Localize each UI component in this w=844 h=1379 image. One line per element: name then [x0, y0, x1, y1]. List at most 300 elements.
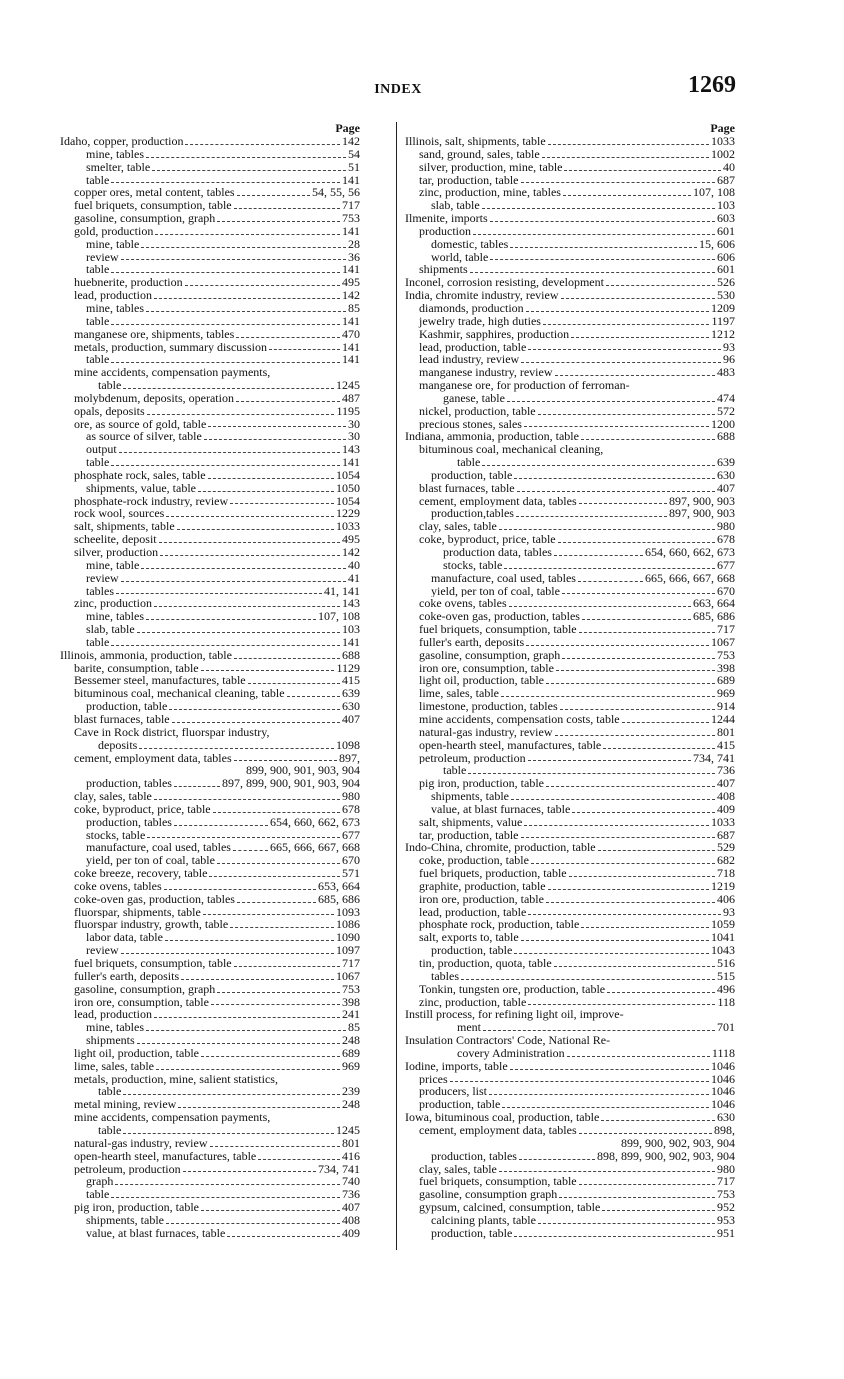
index-entry: [405, 1124, 735, 1137]
dot-leader: [185, 144, 340, 145]
dot-leader: [555, 735, 715, 736]
dot-leader: [169, 709, 340, 710]
dot-leader: [538, 414, 715, 415]
index-entry-term: coke, byproduct, price, table: [74, 802, 211, 816]
index-entry: [405, 289, 735, 302]
index-entry: [405, 777, 735, 790]
index-entry-pages: 601: [717, 224, 735, 238]
index-entry: [60, 559, 360, 572]
index-entry: [60, 700, 360, 713]
index-entry-pages: 665, 666, 667, 668: [270, 841, 360, 855]
page-column-heading: Page: [335, 121, 360, 135]
index-entry-pages: 474: [717, 391, 735, 405]
index-entry-term: production, table: [431, 468, 513, 482]
dot-leader: [111, 324, 340, 325]
index-entry-term: fuel briquets, consumption, table: [419, 623, 577, 636]
index-entry: [60, 533, 360, 546]
index-entry-pages: 470: [342, 327, 360, 341]
index-entry-pages: 740: [342, 1175, 360, 1189]
index-entry-pages: 141: [342, 353, 360, 367]
index-entry: [60, 251, 360, 264]
index-entry-pages: 54: [348, 147, 360, 161]
index-entry: [60, 353, 360, 366]
index-entry: [60, 623, 360, 636]
index-entry-term: cement, employment data, tables: [74, 751, 232, 765]
dot-leader: [556, 670, 715, 671]
index-entry-pages: 1244: [711, 712, 735, 726]
index-entry-pages: 1212: [711, 327, 735, 341]
index-entry: [405, 700, 735, 713]
index-entry: [405, 1021, 735, 1034]
dot-leader: [510, 1069, 709, 1070]
index-entry: [60, 469, 360, 482]
index-entry-pages: 1209: [711, 301, 735, 315]
index-entry-pages: 654, 660, 662, 673: [645, 546, 735, 559]
index-entry: [405, 1034, 735, 1047]
index-entry: [405, 1085, 735, 1098]
index-entry-term: gypsum, calcined, consumption, table: [419, 1201, 601, 1214]
index-entry: [60, 739, 360, 752]
dot-leader: [572, 812, 715, 813]
index-entry-term: as source of silver, table: [86, 430, 202, 444]
index-entry: [60, 931, 360, 944]
dot-leader: [147, 837, 340, 838]
index-entry-pages: 801: [717, 725, 735, 739]
index-entry-term: production,tables: [431, 507, 514, 521]
dot-leader: [579, 1133, 712, 1134]
index-entry: [60, 199, 360, 212]
dot-leader: [607, 992, 715, 993]
dot-leader: [234, 208, 340, 209]
dot-leader: [164, 889, 316, 890]
index-entry-term: world, table: [431, 250, 489, 264]
index-entry-term: output: [86, 443, 117, 457]
dot-leader: [111, 465, 340, 466]
index-entry-pages: 897, 900, 903: [669, 494, 735, 508]
index-entry: [405, 546, 735, 559]
dot-leader: [237, 902, 316, 903]
dot-leader: [234, 658, 340, 659]
index-entry-pages: 1098: [336, 738, 360, 752]
index-entry-pages: 515: [717, 969, 735, 983]
dot-leader: [499, 1171, 715, 1172]
index-entry-pages: 239: [342, 1085, 360, 1099]
index-entry-pages: 141: [342, 635, 360, 649]
index-entry: [60, 1021, 360, 1034]
index-entry-term: fuller's earth, deposits: [419, 635, 525, 649]
index-entry-term: phosphate rock, sales, table: [74, 468, 206, 482]
index-entry-term: fuel briquets, production, table: [419, 867, 567, 880]
dot-leader: [521, 182, 716, 183]
dot-leader: [524, 426, 709, 427]
dot-leader: [213, 812, 340, 813]
index-entry: [405, 212, 735, 225]
index-entry-pages: 407: [717, 481, 735, 495]
index-entry-pages: 1041: [711, 931, 735, 945]
index-entry-term: Tonkin, tungsten ore, production, table: [419, 982, 606, 996]
index-entry: [60, 572, 360, 585]
dot-leader: [201, 1056, 340, 1057]
index-entry: [60, 841, 360, 854]
index-entry: [60, 867, 360, 880]
index-entry-term: scheelite, deposit: [74, 533, 157, 546]
index-entry-term: metal mining, review: [74, 1098, 177, 1112]
index-entry-pages: 487: [342, 391, 360, 405]
index-entry-term: labor data, table: [86, 931, 163, 945]
index-entry: [405, 1188, 735, 1201]
index-entry-pages: 1054: [336, 468, 360, 482]
index-entry: [60, 585, 360, 598]
index-entry-pages: 687: [717, 828, 735, 842]
index-entry-pages: 407: [342, 1201, 360, 1214]
index-entry-pages: 718: [717, 867, 735, 880]
index-entry-pages: 407: [342, 712, 360, 726]
index-entry-pages: 677: [717, 558, 735, 572]
dot-leader: [154, 1017, 340, 1018]
index-entry: [60, 1098, 360, 1111]
index-entry-term: tar, production, table: [419, 173, 519, 187]
index-entry-term: producers, list: [419, 1085, 487, 1099]
index-entry-pages: 639: [717, 456, 735, 469]
index-entry: [405, 379, 735, 392]
index-entry: [60, 662, 360, 675]
index-entry: [405, 713, 735, 726]
index-entry-term: lime, sales, table: [74, 1059, 154, 1073]
dot-leader: [248, 683, 340, 684]
index-entry: [60, 1227, 360, 1240]
index-entry-term: cement, employment data, tables: [419, 1123, 577, 1137]
index-entry-term: stocks, table: [86, 828, 146, 842]
index-entry-term: bituminous coal, mechanical cleaning,: [419, 443, 604, 457]
index-entry-pages: 1046: [711, 1072, 735, 1086]
index-entry-pages: 1067: [336, 969, 360, 983]
index-entry-pages: 1002: [711, 147, 735, 161]
index-entry-term: graph: [86, 1175, 114, 1189]
index-entry-pages: 141: [342, 456, 360, 469]
index-entry: [60, 1124, 360, 1137]
index-entry-term: mine, tables: [86, 1021, 144, 1035]
dot-leader: [258, 1159, 340, 1160]
dot-leader: [217, 221, 340, 222]
dot-leader: [546, 786, 715, 787]
dot-leader: [526, 645, 709, 646]
dot-leader: [521, 837, 716, 838]
dot-leader: [204, 439, 346, 440]
index-entry-pages: 495: [342, 276, 360, 290]
index-entry-term: manganese ore, shipments, tables: [74, 327, 235, 341]
index-entry-pages: 495: [342, 533, 360, 546]
index-entry-term: stocks, table: [443, 558, 503, 572]
index-entry: [60, 1137, 360, 1150]
index-entry-term: fuller's earth, deposits: [74, 969, 180, 983]
dot-leader: [603, 748, 715, 749]
dot-leader: [156, 1069, 340, 1070]
dot-leader: [115, 1184, 340, 1185]
index-entry-term: table: [86, 1188, 110, 1202]
index-entry: [60, 636, 360, 649]
index-entry: [60, 520, 360, 533]
index-entry-term: manganese ore, for production of ferroman-: [419, 379, 630, 392]
index-entry: [405, 559, 735, 572]
dot-leader: [564, 170, 721, 171]
index-entry: [405, 238, 735, 251]
index-entry: [405, 1201, 735, 1214]
index-entry-pages: 93: [723, 905, 735, 919]
dot-leader: [554, 555, 643, 556]
dot-leader: [571, 337, 709, 338]
dot-leader: [563, 195, 691, 196]
index-entry-pages: 1059: [711, 918, 735, 932]
index-entry: [60, 443, 360, 456]
index-entry-term: yield, per ton of coal, table: [431, 584, 560, 598]
index-entry-pages: 41, 141: [324, 584, 360, 598]
index-entry: [405, 752, 735, 765]
index-entry-pages: 572: [717, 404, 735, 418]
index-entry-pages: 40: [348, 558, 360, 572]
index-entry: [60, 418, 360, 431]
index-entry-pages: 717: [342, 957, 360, 970]
index-entry-pages: 685, 686: [318, 892, 360, 906]
index-entry: [60, 1111, 360, 1124]
index-entry-pages: 701: [717, 1021, 735, 1035]
index-entry: [60, 1034, 360, 1047]
index-entry-pages: 415: [342, 674, 360, 688]
index-entry-term: shipments, value, table: [86, 481, 196, 495]
index-entry: [60, 1060, 360, 1073]
index-entry-term: value, at blast furnaces, table: [431, 802, 571, 816]
index-entry-pages: 103: [342, 623, 360, 636]
dot-leader: [602, 1210, 715, 1211]
dot-leader: [514, 478, 715, 479]
dot-leader: [581, 439, 715, 440]
index-entry-pages: 241: [342, 1008, 360, 1022]
index-entry: [60, 1163, 360, 1176]
dot-leader: [111, 272, 340, 273]
index-entry-pages: 980: [717, 520, 735, 534]
dot-leader: [490, 259, 715, 260]
index-entry-pages: 93: [723, 340, 735, 354]
index-entry-term: shipments: [86, 1034, 135, 1047]
index-entry-term: open-hearth steel, manufactures, table: [419, 738, 602, 752]
dot-leader: [482, 208, 715, 209]
index-entry-term: table: [86, 314, 110, 328]
index-entry-term: lime, sales, table: [419, 687, 499, 701]
index-entry: [405, 944, 735, 957]
index-entry-pages: 142: [342, 135, 360, 148]
index-entry: [60, 918, 360, 931]
index-entry-term: tables: [86, 584, 114, 598]
dot-leader: [183, 1171, 316, 1172]
index-entry: [405, 276, 735, 289]
dot-leader: [111, 182, 340, 183]
index-entry-term: Insulation Contractors' Code, National Re-: [405, 1034, 611, 1047]
index-entry-term: clay, sales, table: [419, 520, 497, 534]
page-header: [60, 72, 736, 108]
index-entry-term: mine accidents, compensation costs, table: [419, 712, 620, 726]
index-entry-term: coke, production, table: [419, 854, 529, 868]
dot-leader: [528, 1004, 715, 1005]
index-entry-term: light oil, production, table: [74, 1046, 199, 1060]
index-entry-pages: 1050: [336, 481, 360, 495]
dot-leader: [181, 979, 334, 980]
index-entry-term: Indiana, ammonia, production, table: [405, 430, 579, 444]
index-entry: [405, 495, 735, 508]
dot-leader: [123, 1094, 340, 1095]
dot-leader: [461, 979, 715, 980]
index-entry: [405, 726, 735, 739]
index-entry-pages: 416: [342, 1149, 360, 1163]
index-entry-pages: 36: [348, 250, 360, 264]
index-entry-pages: 496: [717, 982, 735, 996]
dot-leader: [511, 799, 715, 800]
index-entry: [405, 649, 735, 662]
index-entry: [60, 816, 360, 829]
index-entry-term: coke ovens, tables: [419, 597, 507, 611]
index-entry-term: coke, byproduct, price, table: [419, 533, 556, 546]
dot-leader: [504, 568, 715, 569]
index-entry: [405, 662, 735, 675]
index-entry: [60, 276, 360, 289]
index-entry: [60, 225, 360, 238]
dot-leader: [521, 362, 721, 363]
index-entry-term: covery Administration: [457, 1046, 565, 1060]
index-entry-term: zinc, production, mine, tables: [419, 186, 561, 200]
index-entry-term: natural-gas industry, review: [419, 725, 553, 739]
index-entry: [60, 405, 360, 418]
dot-leader: [562, 593, 715, 594]
index-entry-term: salt, exports to, table: [419, 931, 519, 945]
dot-leader: [519, 1159, 595, 1160]
index-entry-term: Kashmir, sapphires, production: [419, 327, 570, 341]
index-entry-term: slab, table: [431, 199, 480, 213]
index-entry-pages: 685, 686: [693, 610, 735, 624]
index-entry: [60, 790, 360, 803]
index-entry-term: iron ore, consumption, table: [74, 995, 209, 1009]
index-entry-pages: 639: [342, 687, 360, 701]
index-entry-term: coke breeze, recovery, table: [74, 867, 208, 880]
index-entry: [60, 906, 360, 919]
index-entry-pages: 951: [717, 1226, 735, 1240]
dot-leader: [146, 1030, 346, 1031]
index-entry: [60, 1188, 360, 1201]
dot-leader: [516, 516, 667, 517]
index-entry-term: mine, table: [86, 558, 140, 572]
dot-leader: [287, 696, 340, 697]
index-entry-pages: 753: [717, 648, 735, 662]
index-entry-term: production, table: [86, 700, 168, 713]
index-entry-pages: 717: [342, 199, 360, 213]
dot-leader: [111, 1197, 340, 1198]
index-entry-pages: 409: [717, 802, 735, 816]
dot-leader: [141, 568, 346, 569]
index-entry: [405, 456, 735, 469]
dot-leader: [514, 1236, 715, 1237]
dot-leader: [606, 285, 715, 286]
index-entry-pages: 914: [717, 700, 735, 713]
index-entry-term: Cave in Rock district, fluorspar industry,: [74, 725, 270, 739]
index-entry-term: Illinois, ammonia, production, table: [60, 648, 232, 662]
index-entry-term: mine, table: [86, 237, 140, 251]
index-entry: [60, 341, 360, 354]
index-entry-pages: 1086: [336, 918, 360, 932]
dot-leader: [269, 349, 340, 350]
dot-leader: [139, 748, 334, 749]
index-entry: [60, 302, 360, 315]
index-entry: [60, 649, 360, 662]
index-entry: [60, 983, 360, 996]
index-entry-term: mine accidents, compensation payments,: [74, 1111, 271, 1124]
dot-leader: [450, 1081, 709, 1082]
dot-leader: [154, 606, 340, 607]
index-entry-pages: 897, 899, 900, 901, 903, 904: [222, 777, 360, 791]
index-entry-term: metals, production, mine, salient statistics,: [74, 1072, 278, 1086]
dot-leader: [538, 1223, 715, 1224]
dot-leader: [154, 799, 340, 800]
index-entry-term: prices: [419, 1072, 448, 1086]
index-entry: [405, 790, 735, 803]
index-entry-term: silver, production, mine, table: [419, 160, 563, 174]
dot-leader: [146, 157, 346, 158]
index-entry-pages: 398: [717, 661, 735, 675]
dot-leader: [470, 272, 715, 273]
index-column-right: [405, 122, 735, 1240]
index-entry: [405, 841, 735, 854]
index-entry-pages: 630: [717, 468, 735, 482]
dot-leader: [230, 927, 334, 928]
index-entry: [405, 507, 735, 520]
index-entry: [60, 893, 360, 906]
index-entry-term: fuel briquets, consumption, table: [74, 199, 232, 213]
index-entry-term: lead, production: [74, 1008, 152, 1022]
index-entry-pages: 980: [342, 790, 360, 803]
dot-leader: [147, 414, 335, 415]
index-entry-pages: 734, 741: [318, 1162, 360, 1176]
index-entry-pages: 678: [717, 533, 735, 546]
dot-leader: [174, 786, 220, 787]
running-title: INDEX: [374, 82, 422, 97]
index-entry-term: mine, tables: [86, 610, 144, 624]
dot-leader: [581, 927, 709, 928]
dot-leader: [559, 1197, 715, 1198]
index-entry-pages: 1046: [711, 1085, 735, 1099]
index-entry: [60, 456, 360, 469]
index-entry: [405, 328, 735, 341]
dot-leader: [172, 722, 340, 723]
index-entry-term: table: [86, 263, 110, 277]
index-entry-term: iron ore, consumption, table: [419, 661, 554, 675]
index-entry: [405, 405, 735, 418]
index-entry-pages: 571: [342, 867, 360, 880]
dot-leader: [210, 1146, 340, 1147]
index-entry-term: light oil, production, table: [419, 674, 544, 688]
index-entry: [405, 906, 735, 919]
index-entry: [405, 1175, 735, 1188]
dot-leader: [528, 760, 691, 761]
index-entry-term: bituminous coal, mechanical cleaning, table: [74, 687, 285, 701]
index-entry-pages: 407: [717, 777, 735, 791]
index-entry: [405, 482, 735, 495]
index-entry: [405, 623, 735, 636]
index-entry-term: Bessemer steel, manufactures, table: [74, 674, 246, 688]
index-entry: [405, 867, 735, 880]
index-entry: [405, 135, 735, 148]
index-entry-pages: 406: [717, 892, 735, 906]
index-entry: [405, 893, 735, 906]
index-entry: [405, 353, 735, 366]
dot-leader: [579, 1184, 715, 1185]
index-entry-term: zinc, production: [74, 597, 152, 611]
index-entry: [405, 816, 735, 829]
